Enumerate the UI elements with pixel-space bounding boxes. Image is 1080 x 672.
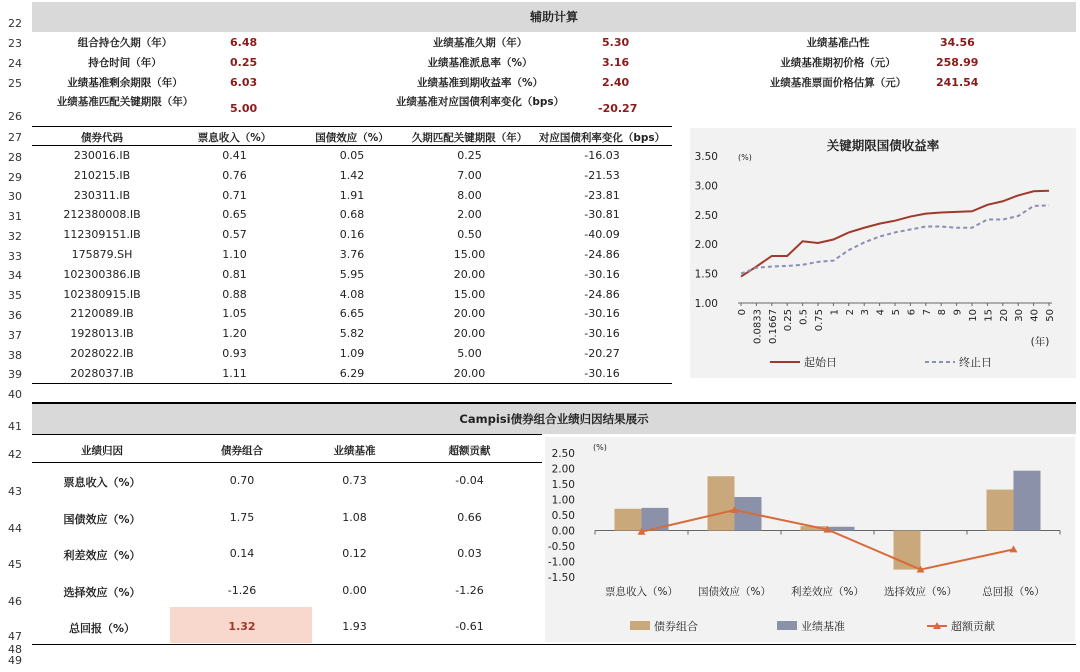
bond-cell-treasury[interactable]: 1.09	[339, 347, 365, 360]
aux-label-key-term	[40, 96, 210, 109]
row-number: 46	[8, 595, 22, 608]
bond-table-header-border	[32, 145, 672, 146]
row-number: 31	[8, 210, 22, 223]
campisi-cell-attribution[interactable]: 票息收入（%）	[63, 476, 141, 489]
bond-cell-treasury[interactable]: 3.76	[339, 248, 365, 261]
row-number: 26	[8, 110, 22, 123]
yield-curve-svg	[690, 128, 1076, 378]
campisi-cell-benchmark[interactable]: 1.93	[342, 620, 367, 633]
bond-header-key-term: 久期匹配关键期限（年）	[411, 132, 528, 144]
bar-benchmark	[828, 527, 855, 531]
y-tick-label: 2.50	[551, 448, 575, 460]
aux-value-portfolio-duration[interactable]: 6.48	[230, 36, 258, 49]
legend-label: 终止日	[959, 356, 992, 369]
aux-label-face-price: 业绩基准票面价格估算（元）	[769, 77, 907, 89]
row-number: 43	[8, 485, 22, 498]
bond-cell-code[interactable]: 2028022.IB	[70, 347, 134, 360]
y-tick-label: 1.00	[694, 298, 718, 310]
bond-cell-coupon[interactable]: 0.76	[222, 168, 247, 182]
row-number: 22	[8, 17, 22, 30]
x-tick-label: 5	[891, 309, 902, 316]
aux-label-ytm: 业绩基准到期收益率（%）	[416, 77, 544, 89]
legend-swatch	[630, 621, 650, 630]
x-tick-label: 2	[844, 309, 856, 316]
bond-cell-treasury[interactable]: 0.05	[339, 149, 365, 162]
campisi-header-benchmark: 业绩基准	[333, 445, 376, 457]
x-tick-label: 10	[968, 309, 979, 322]
campisi-header-top-border	[32, 434, 542, 435]
bond-cell-code[interactable]: 1928013.IB	[70, 327, 134, 341]
x-category-label: 国债效应（%）	[698, 586, 771, 598]
y-tick-label: 0.00	[551, 525, 575, 538]
legend-label: 业绩基准	[801, 620, 845, 633]
bond-cell-rate-change[interactable]: -30.16	[584, 327, 620, 341]
x-tick-label: 8	[937, 309, 949, 316]
aux-value-benchmark-remaining[interactable]: 6.03	[230, 76, 258, 89]
attribution-chart[interactable]	[545, 437, 1075, 642]
legend-label: 债券组合	[654, 620, 698, 633]
x-category-label: 总回报（%）	[982, 586, 1045, 598]
row-number: 35	[8, 289, 22, 302]
bond-cell-key-term[interactable]: 7.00	[457, 168, 482, 182]
campisi-title: Campisi债券组合业绩归因结果展示	[459, 412, 649, 426]
bond-cell-key-term[interactable]: 20.00	[453, 366, 486, 380]
bond-cell-key-term[interactable]: 8.00	[457, 188, 482, 202]
bond-cell-code[interactable]: 102380915.IB	[63, 287, 141, 301]
aux-value-benchmark-duration[interactable]: 5.30	[602, 36, 630, 49]
bond-cell-treasury[interactable]: 4.08	[339, 287, 365, 301]
bond-cell-code[interactable]: 2028037.IB	[70, 366, 134, 380]
row-number: 28	[8, 151, 22, 164]
row-number: 29	[8, 171, 22, 184]
bond-cell-key-term[interactable]: 20.00	[453, 267, 486, 281]
aux-label-portfolio-duration: 组合持仓久期（年）	[77, 37, 173, 49]
bond-cell-rate-change[interactable]: -24.86	[584, 248, 620, 261]
row-number: 24	[8, 57, 22, 70]
campisi-cell-excess[interactable]: 0.03	[457, 547, 482, 560]
aux-label-key-term-text: 业绩基准匹配关键期限（年）	[56, 96, 194, 108]
x-tick-label: 20	[998, 309, 1010, 322]
y-tick-label: -0.50	[547, 541, 575, 553]
campisi-cell-excess[interactable]: -0.04	[455, 474, 484, 487]
row-number: 34	[8, 269, 22, 282]
row-number-gutter	[0, 0, 30, 672]
bond-cell-treasury[interactable]: 6.65	[339, 307, 365, 321]
yield-curve-chart[interactable]	[690, 128, 1076, 378]
bond-cell-coupon[interactable]: 0.57	[222, 228, 247, 242]
aux-value-coupon-rate[interactable]: 3.16	[602, 56, 630, 69]
x-tick-label: 1	[829, 309, 841, 316]
bond-cell-coupon[interactable]: 0.88	[222, 287, 247, 301]
x-tick-label: 3	[860, 309, 872, 316]
bond-cell-rate-change[interactable]: -21.53	[584, 168, 620, 182]
bond-cell-coupon[interactable]: 1.11	[222, 366, 247, 380]
legend-swatch	[777, 621, 797, 630]
row-number: 25	[8, 77, 22, 90]
row-number: 40	[8, 388, 22, 401]
x-tick-label: 0.1667	[767, 309, 779, 344]
campisi-bottom-border	[32, 644, 1076, 645]
bond-cell-treasury[interactable]: 5.95	[339, 267, 365, 281]
bar-portfolio	[615, 509, 642, 531]
y-tick-label: 3.50	[694, 151, 718, 163]
bond-cell-rate-change[interactable]: -30.16	[584, 366, 620, 380]
chart-title: 关键期限国债收益率	[826, 138, 940, 153]
campisi-cell-attribution[interactable]: 利差效应（%）	[63, 549, 141, 562]
bond-cell-rate-change[interactable]: -20.27	[584, 347, 620, 360]
bond-cell-key-term[interactable]: 5.00	[457, 347, 482, 360]
x-tick-label: 15	[983, 309, 995, 322]
bond-cell-treasury[interactable]: 1.42	[339, 168, 365, 182]
aux-label-coupon-rate: 业绩基准派息率（%）	[427, 57, 533, 69]
bond-cell-code[interactable]: 212380008.IB	[63, 208, 141, 222]
y-unit-label: (%)	[593, 443, 607, 452]
bond-cell-key-term[interactable]: 20.00	[453, 307, 486, 321]
bond-cell-rate-change[interactable]: -40.09	[584, 228, 620, 242]
bond-cell-key-term[interactable]: 2.00	[457, 208, 482, 222]
x-tick-label: 0.75	[814, 309, 825, 332]
bond-header-coupon: 票息收入（%）	[197, 132, 272, 144]
campisi-cell-excess[interactable]: -1.26	[455, 584, 484, 597]
bond-header-code: 债券代码	[81, 132, 123, 144]
x-tick-label: 0.25	[783, 309, 795, 332]
bar-benchmark	[1014, 471, 1041, 531]
aux-label-benchmark-duration: 业绩基准久期（年）	[432, 37, 528, 49]
bond-cell-key-term[interactable]: 0.25	[457, 149, 482, 162]
aux-value-rate-change[interactable]: -20.27	[598, 102, 638, 115]
y-tick-label: 2.50	[694, 209, 718, 222]
bond-cell-coupon[interactable]: 0.93	[222, 347, 247, 360]
y-tick-label: 1.00	[551, 494, 575, 507]
y-tick-label: 1.50	[551, 479, 575, 491]
bond-cell-code[interactable]: 210215.IB	[73, 168, 131, 182]
x-tick-label: 6	[906, 309, 918, 316]
bond-cell-key-term[interactable]: 15.00	[453, 287, 486, 301]
campisi-cell-excess[interactable]: -0.61	[455, 620, 484, 633]
bond-cell-rate-change[interactable]: -30.16	[584, 307, 620, 321]
excess-marker	[1010, 545, 1018, 552]
bond-cell-treasury[interactable]: 1.91	[339, 188, 365, 202]
y-tick-label: 2.00	[551, 463, 575, 476]
aux-label-convexity: 业绩基准凸性	[806, 37, 870, 49]
x-tick-label: 0.5	[798, 309, 810, 325]
row-number: 41	[8, 420, 22, 433]
campisi-header-portfolio: 债券组合	[221, 445, 263, 457]
aux-value-holding-time[interactable]: 0.25	[230, 56, 258, 69]
bond-cell-code[interactable]: 102300386.IB	[63, 267, 141, 281]
row-number: 37	[8, 329, 22, 342]
bond-cell-rate-change[interactable]: -24.86	[584, 287, 620, 301]
x-tick-label: 4	[875, 309, 887, 316]
series-line-end-date	[741, 205, 1049, 273]
attribution-chart-svg	[545, 437, 1075, 642]
bond-cell-treasury[interactable]: 5.82	[339, 327, 365, 341]
row-number: 39	[8, 368, 22, 381]
row-number: 47	[8, 630, 22, 643]
row-number: 23	[8, 37, 22, 50]
row-number: 30	[8, 190, 22, 203]
row-number: 38	[8, 349, 22, 362]
x-tick-label: 40	[1029, 309, 1041, 322]
y-tick-label: -1.00	[547, 556, 575, 569]
y-tick-label: -1.50	[547, 572, 575, 584]
aux-title: 辅助计算	[529, 10, 578, 24]
x-unit-label: (年)	[1030, 336, 1050, 348]
aux-value-face-price[interactable]: 241.54	[936, 76, 979, 89]
bond-header-treasury: 国债效应（%）	[315, 132, 389, 144]
bond-cell-rate-change[interactable]: -30.16	[584, 267, 620, 281]
bond-cell-rate-change[interactable]: -30.81	[584, 208, 620, 222]
aux-label-holding-time: 持仓时间（年）	[88, 57, 162, 69]
bond-cell-coupon[interactable]: 1.10	[222, 248, 247, 261]
aux-label-rate-change	[395, 96, 565, 109]
bond-cell-coupon[interactable]: 1.05	[222, 307, 247, 321]
row-number: 32	[8, 230, 22, 243]
x-tick-label: 0	[737, 309, 748, 316]
campisi-cell-attribution[interactable]: 选择效应（%）	[63, 586, 141, 599]
campisi-cell-benchmark[interactable]: 1.08	[342, 511, 367, 524]
bond-cell-key-term[interactable]: 20.00	[453, 327, 486, 341]
campisi-header-attribution: 业绩归因	[81, 445, 123, 457]
bond-table-bottom-border	[32, 383, 672, 384]
bond-cell-coupon[interactable]: 0.71	[222, 188, 247, 202]
row-number: 33	[8, 250, 22, 263]
campisi-title-band	[32, 404, 1076, 434]
bond-cell-rate-change[interactable]: -16.03	[584, 149, 620, 162]
bond-cell-key-term[interactable]: 15.00	[453, 248, 486, 261]
bond-cell-coupon[interactable]: 1.20	[222, 327, 247, 341]
bond-cell-treasury[interactable]: 6.29	[339, 366, 365, 380]
aux-value-initial-price[interactable]: 258.99	[936, 56, 979, 69]
row-number: 27	[8, 131, 22, 144]
row-number: 49	[8, 654, 22, 667]
campisi-cell-benchmark[interactable]: 0.12	[342, 547, 367, 560]
legend-label: 超额贡献	[951, 620, 995, 633]
row-number: 44	[8, 522, 22, 535]
legend-label: 起始日	[804, 356, 837, 369]
campisi-header-bottom-border	[32, 462, 542, 463]
bond-cell-code[interactable]: 112309151.IB	[63, 228, 141, 242]
y-tick-label: 1.50	[694, 268, 718, 281]
row-number: 48	[8, 643, 22, 656]
campisi-cell-attribution[interactable]: 国债效应（%）	[63, 513, 141, 526]
x-tick-label: 30	[1014, 309, 1026, 322]
y-unit-label: (%)	[738, 153, 752, 162]
campisi-cell-excess[interactable]: 0.66	[457, 511, 482, 524]
x-tick-label: 50	[1045, 309, 1056, 322]
aux-value-convexity[interactable]: 34.56	[940, 36, 975, 49]
campisi-header-excess: 超额贡献	[448, 445, 491, 457]
bond-cell-coupon[interactable]: 0.41	[222, 149, 247, 162]
y-tick-label: 0.50	[551, 510, 575, 522]
x-category-label: 票息收入（%）	[605, 586, 678, 598]
bar-portfolio	[987, 490, 1014, 531]
bond-cell-coupon[interactable]: 0.81	[222, 267, 247, 281]
x-tick-label: 7	[921, 309, 933, 316]
x-category-label: 利差效应（%）	[791, 586, 864, 598]
y-tick-label: 3.00	[694, 180, 718, 193]
bond-cell-coupon[interactable]: 0.65	[222, 208, 247, 222]
series-line-start-date	[741, 191, 1049, 277]
campisi-cell-portfolio[interactable]: -1.26	[227, 584, 257, 597]
x-tick-label: 0.0833	[752, 309, 764, 344]
row-number: 42	[8, 448, 22, 461]
bond-cell-code[interactable]: 230016.IB	[73, 149, 131, 162]
campisi-cell-benchmark[interactable]: 0.73	[342, 474, 367, 487]
bond-cell-code[interactable]: 175879.SH	[71, 248, 133, 261]
x-tick-label: 9	[952, 309, 964, 316]
bond-table-top-border	[32, 126, 672, 127]
row-number: 36	[8, 309, 22, 322]
row-number: 45	[8, 558, 22, 571]
x-category-label: 选择效应（%）	[884, 586, 957, 598]
bond-header-rate-change: 对应国债利率变化（bps）	[538, 132, 666, 144]
campisi-cell-portfolio[interactable]: 0.14	[229, 547, 255, 560]
bond-cell-treasury[interactable]: 0.16	[339, 228, 365, 242]
campisi-cell-portfolio[interactable]: 0.70	[229, 474, 255, 487]
bar-portfolio	[708, 476, 735, 530]
aux-title-band	[32, 2, 1076, 32]
aux-value-ytm[interactable]: 2.40	[602, 76, 630, 89]
bond-cell-rate-change[interactable]: -23.81	[584, 188, 620, 202]
bond-cell-code[interactable]: 2120089.IB	[70, 307, 134, 321]
aux-label-rate-change-text: 业绩基准对应国债利率变化（bps）	[395, 96, 565, 108]
campisi-cell-attribution[interactable]: 总回报（%）	[68, 622, 136, 635]
bond-cell-code[interactable]: 230311.IB	[73, 188, 131, 202]
aux-label-initial-price: 业绩基准期初价格（元）	[780, 57, 896, 69]
aux-label-benchmark-remaining: 业绩基准剩余期限（年）	[67, 77, 183, 89]
excess-line	[642, 510, 1014, 570]
aux-value-key-term[interactable]: 5.00	[230, 102, 258, 115]
campisi-cell-benchmark[interactable]: 0.00	[342, 584, 367, 597]
y-tick-label: 2.00	[694, 239, 718, 252]
campisi-cell-portfolio[interactable]: 1.75	[229, 511, 255, 524]
bond-cell-key-term[interactable]: 0.50	[457, 228, 482, 242]
campisi-cell-portfolio[interactable]: 1.32	[228, 620, 256, 633]
bond-cell-treasury[interactable]: 0.68	[339, 208, 365, 222]
